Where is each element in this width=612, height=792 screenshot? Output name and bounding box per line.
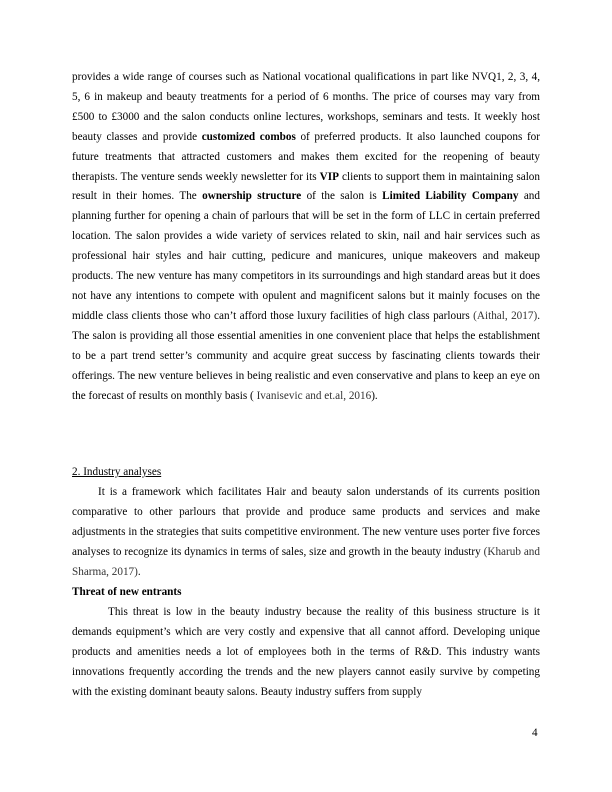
bold-term-ownership-structure: ownership structure bbox=[202, 190, 302, 203]
citation-aithal: (Aithal, 2017) bbox=[473, 309, 538, 322]
citation-ivanisevic: Ivanisevic and et.al, 2016 bbox=[253, 389, 372, 402]
text-run: of the salon is bbox=[301, 190, 383, 203]
paragraph-threat-of-new-entrants: This threat is low in the beauty industry because the reality of this business structure is it demands equipment’s which are very costly and expensive that all cannot afford. Developing unique products and amenities needs a lot of employees both in the terms of R&D. This industry wants innovations frequently according the trends and the new players cannot easily survive by competing with the existing dominant beauty salons. Beauty industry suffers from supply bbox=[72, 606, 540, 698]
text-run: . The salon is providing all those essential amenities in one convenient place that helps the establishment to be a part trend setter’s community and acquire great success by fascinating clients towards their offerings. The new venture believes in being realistic and even conservative and plans to keep an eye on the forecast of results on monthly basis ( bbox=[72, 309, 540, 402]
paragraph-salon-overview bbox=[72, 68, 540, 406]
bold-term-vip: VIP bbox=[319, 170, 339, 183]
section-heading-industry-analyses: 2. Industry analyses bbox=[72, 466, 162, 478]
bold-term-llc: Limited Liability Company bbox=[382, 190, 519, 203]
text-run: clients to support them in maintaining salon result in their homes. The bbox=[72, 170, 540, 203]
citation-kharub-sharma: (Kharub and Sharma, 2017) bbox=[72, 545, 540, 578]
text-run: of preferred products. It also launched coupons for future treatments that attracted customers and makes them excited for the reopening of beauty therapists. The venture sends weekly newsletter for its bbox=[72, 130, 540, 183]
page-number: 4 bbox=[532, 727, 538, 739]
text-run: and planning further for opening a chain of parlours that will be set in the form of LLC in certain preferred location. The salon provides a wide variety of services related to skin, nail and hair services such as professional hair styles and hair cutting, pedicure and manicures, unique makeovers and makeup products. The new venture has many competitors in its surroundings and high standard areas but it does not have any intentions to compete with opulent and magnificent salons but it mainly focuses on the middle class clients those who can’t afford those luxury facilities of high class parlours bbox=[72, 190, 540, 322]
subheading-threat-of-new-entrants: Threat of new entrants bbox=[72, 586, 182, 598]
bold-term-customized-combos: customized combos bbox=[201, 130, 296, 143]
text-run: provides a wide range of courses such as National vocational qualifications in part like NVQ1, 2, 3, 4, 5, 6 in makeup and beauty treatments for a period of 6 months. The price of courses may vary from £500 to £3000 and the salon conducts online lectures, workshops, seminars and tests. It weekly host beauty classes and provide bbox=[72, 71, 540, 143]
text-run: . bbox=[137, 565, 141, 578]
text-run: It is a framework which facilitates Hair and beauty salon understands of its currents position comparative to other parlours that provide and produce same products and services and make adjustments in the strategies that suits competitive environment. The new venture uses porter five forces analyses to recognize its dynamics in terms of sales, size and growth in the beauty industry bbox=[72, 486, 540, 558]
text-run: ). bbox=[371, 389, 378, 402]
paragraph-industry-analyses bbox=[72, 483, 540, 583]
